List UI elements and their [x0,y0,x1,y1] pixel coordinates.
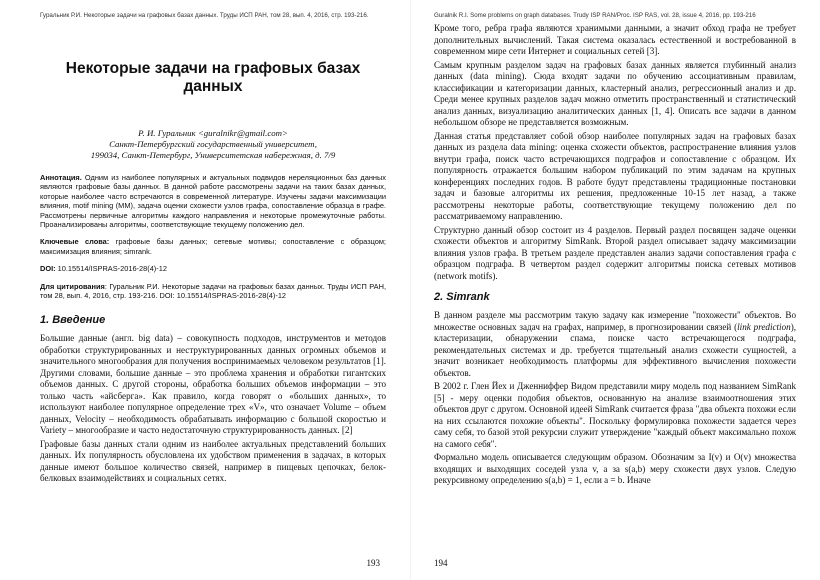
citation-text: : Гуральник Р.И. Некоторые задачи на графовых базах данных. Труды ИСП РАН, том 28, вып. 4, 2016, стр. 193-216. DOI: 10.15514/ISPRAS-2016-28(4)-12 [40,281,386,301]
paragraph: Кроме того, ребра графа являются хранимыми данными, а значит обход графа не требует дополнительных вычислений. Такая система оказалась естественной и востребованной в современном мире сети Интернет и социальных сетей [3]. [434,23,796,56]
running-header-left: Гуральник Р.И. Некоторые задачи на графовых базах данных. Труды ИСП РАН, том 28, вып. 4, 2016, стр. 193-216. [40,12,369,19]
right-page [410,0,820,580]
paragraph [434,310,796,379]
keywords-text: графовые базы данных; сетевые мотивы; сопоставление с образцом; максимизация влияния; simrank. [40,237,386,256]
paragraph: Данная статья представляет собой обзор наиболее популярных задач на графовых базах данных из раздела data mining: оценка схожести объектов, распространение влияния узлов внутри графа, поиск часто встречающихся подграфов и сопоставление с образцом. Их популярность отражается большим набором публикаций по этим задачам на крупных конференциях последних годов. В работе будут представлены традиционные постановки задач и базовые алгоритмы их решения, предложенные 10-15 лет назад, а также рассмотрены некоторые работы, соответствующие текущему положению дел по рассматриваемому направлению. [434,130,796,221]
abstract [40,173,386,229]
text-run: ), кластеризации, обнаружении спама, поиске часто встречающегося подграфа, рекомендательных системах и др. требуется тщательный анализ схожести сущностей, а значит возникает необходимость платформы для эффективного вычисления похожести объектов. [434,321,796,378]
abstract-label: Аннотация. [40,173,82,182]
keywords [40,237,386,256]
paragraph: Самым крупным разделом задач на графовых базах данных является глубинный анализ данных (data mining). Сюда входят задачи по обучению ассоциативным правилам, классификации и категоризации данных, кластерный анализ, регрессионный анализ и др. Среди менее крупных разделов задач можно отметить пространственный и статистический анализ данных, визуализацию аналитических данных [1, 4]. Описать все задачи в данном небольшом обзоре не представляется возможным. [434,59,796,127]
paragraph: В 2002 г. Глен Йех и Дженниффер Видом представили миру модель под названием SimRank [5] - меру оценки подобия объектов, основанную на анализе взаимоотношения этих объектов друг с другом. Основной идеей SimRank считается фраза "два объекта похожи если на них ссылаются похожие объекты". Поскольку формулировка похожести задается через саму себя, то базой этой рекурсии служит утверждение "каждый объект максимально похож на самого себя". [434,381,796,449]
keywords-label: Ключевые слова: [40,237,110,247]
abstract-text: Одним из наиболее популярных и актуальных подвидов нереляционных баз данных являются графовые базы данных. В данной работе рассмотрены задачи на таких базах данных, которые наиболее часто встречаются в современной литературе. Изучены задачи максимизации влияния, motif mining (MM), задача оценки схожести узлов графа, сопоставление образца в графе. Рассмотрены первичные алгоритмы каждого направления и некоторые промежуточные работы. Проанализированы алгоритмы, соответствующие текущему положению дел. [40,173,386,230]
paragraph: Графовые базы данных стали одним из наиболее актуальных представлений больших данных. Их популярность обусловлена их удобством применения в задачах, в которых данные имеют большое количество связей, например в пищевых цепочках, белок-белковых взаимодействиях и социальных сетях. [40,438,386,484]
section-heading-introduction: 1. Введение [40,314,106,327]
doi-label: DOI: [40,264,56,274]
paragraph: Формально модель описывается следующим образом. Обозначим за I(v) и O(v) множества входящих и выходящих соседей узла v, а за s(a,b) меру схожести двух узлов. Следую рекурсивному определению s(a,b) = 1, если a = b. Иначе [434,452,796,485]
doi-text: 10.15514/ISPRAS-2016-28(4)-12 [55,264,167,274]
author-name: Р. И. Гуральник <guralnikr@gmail.com> [138,128,288,138]
author-address: 199034, Санкт-Петербург, Университетская набережная, д. 7/9 [90,150,336,160]
paper-title: Некоторые задачи на графовых базах данных [65,60,361,95]
emphasis-term: link prediction [737,321,791,332]
text-run: В данном разделе мы рассмотрим такую задачу как измерение "похожести" объектов. Во множестве основных задач на графах, например, в прогнозировании связей ( [434,310,796,332]
citation [40,282,386,301]
paragraph: Структурно данный обзор состоит из 4 разделов. Первый раздел посвящен задаче оценки схожести объектов и алгоритму SimRank. Второй раздел описывает задачу максимизации влияния узлов графа. В третьем разделе представлен анализ задачи сопоставления графа с образцом подграфа. В четвертом раздел содержит алгоритмы поиска сетевых мотивов (network motifs). [434,224,796,281]
paragraph: Большие данные (англ. big data) – совокупность подходов, инструментов и методов обработки структурированных и неструктурированных данных огромных объемов и значительного многообразия для получения воспринимаемых человеком результатов [1]. Другими словами, большие данные – это проблема хранения и обработки гигантских объемов данных. С другой стороны, обработка больших объемов информации – это только часть «айсберга». Как правило, когда говорят о «больших данных», то используют наиболее популярное определение трех «V», что означает Volume – объем данных, Velocity – необходимость обрабатывать информацию с большой скоростью и Variety – многообразие и часто недостаточную структурированность данных. [2] [40,333,386,436]
section-heading-simrank: 2. Simrank [434,291,490,303]
author-block [40,128,386,161]
doi [40,264,386,273]
citation-label: Для цитирования [40,281,105,291]
page-number-right: 194 [434,558,448,568]
running-header-right: Guralnik R.I. Some problems on graph databases. Trudy ISP RAN/Proc. ISP RAS, vol. 28, issue 4, 2016, pp. 193-216 [434,12,756,19]
page-number-left: 193 [366,558,380,568]
author-affiliation: Санкт-Петербургский государственный университет, [109,139,317,149]
